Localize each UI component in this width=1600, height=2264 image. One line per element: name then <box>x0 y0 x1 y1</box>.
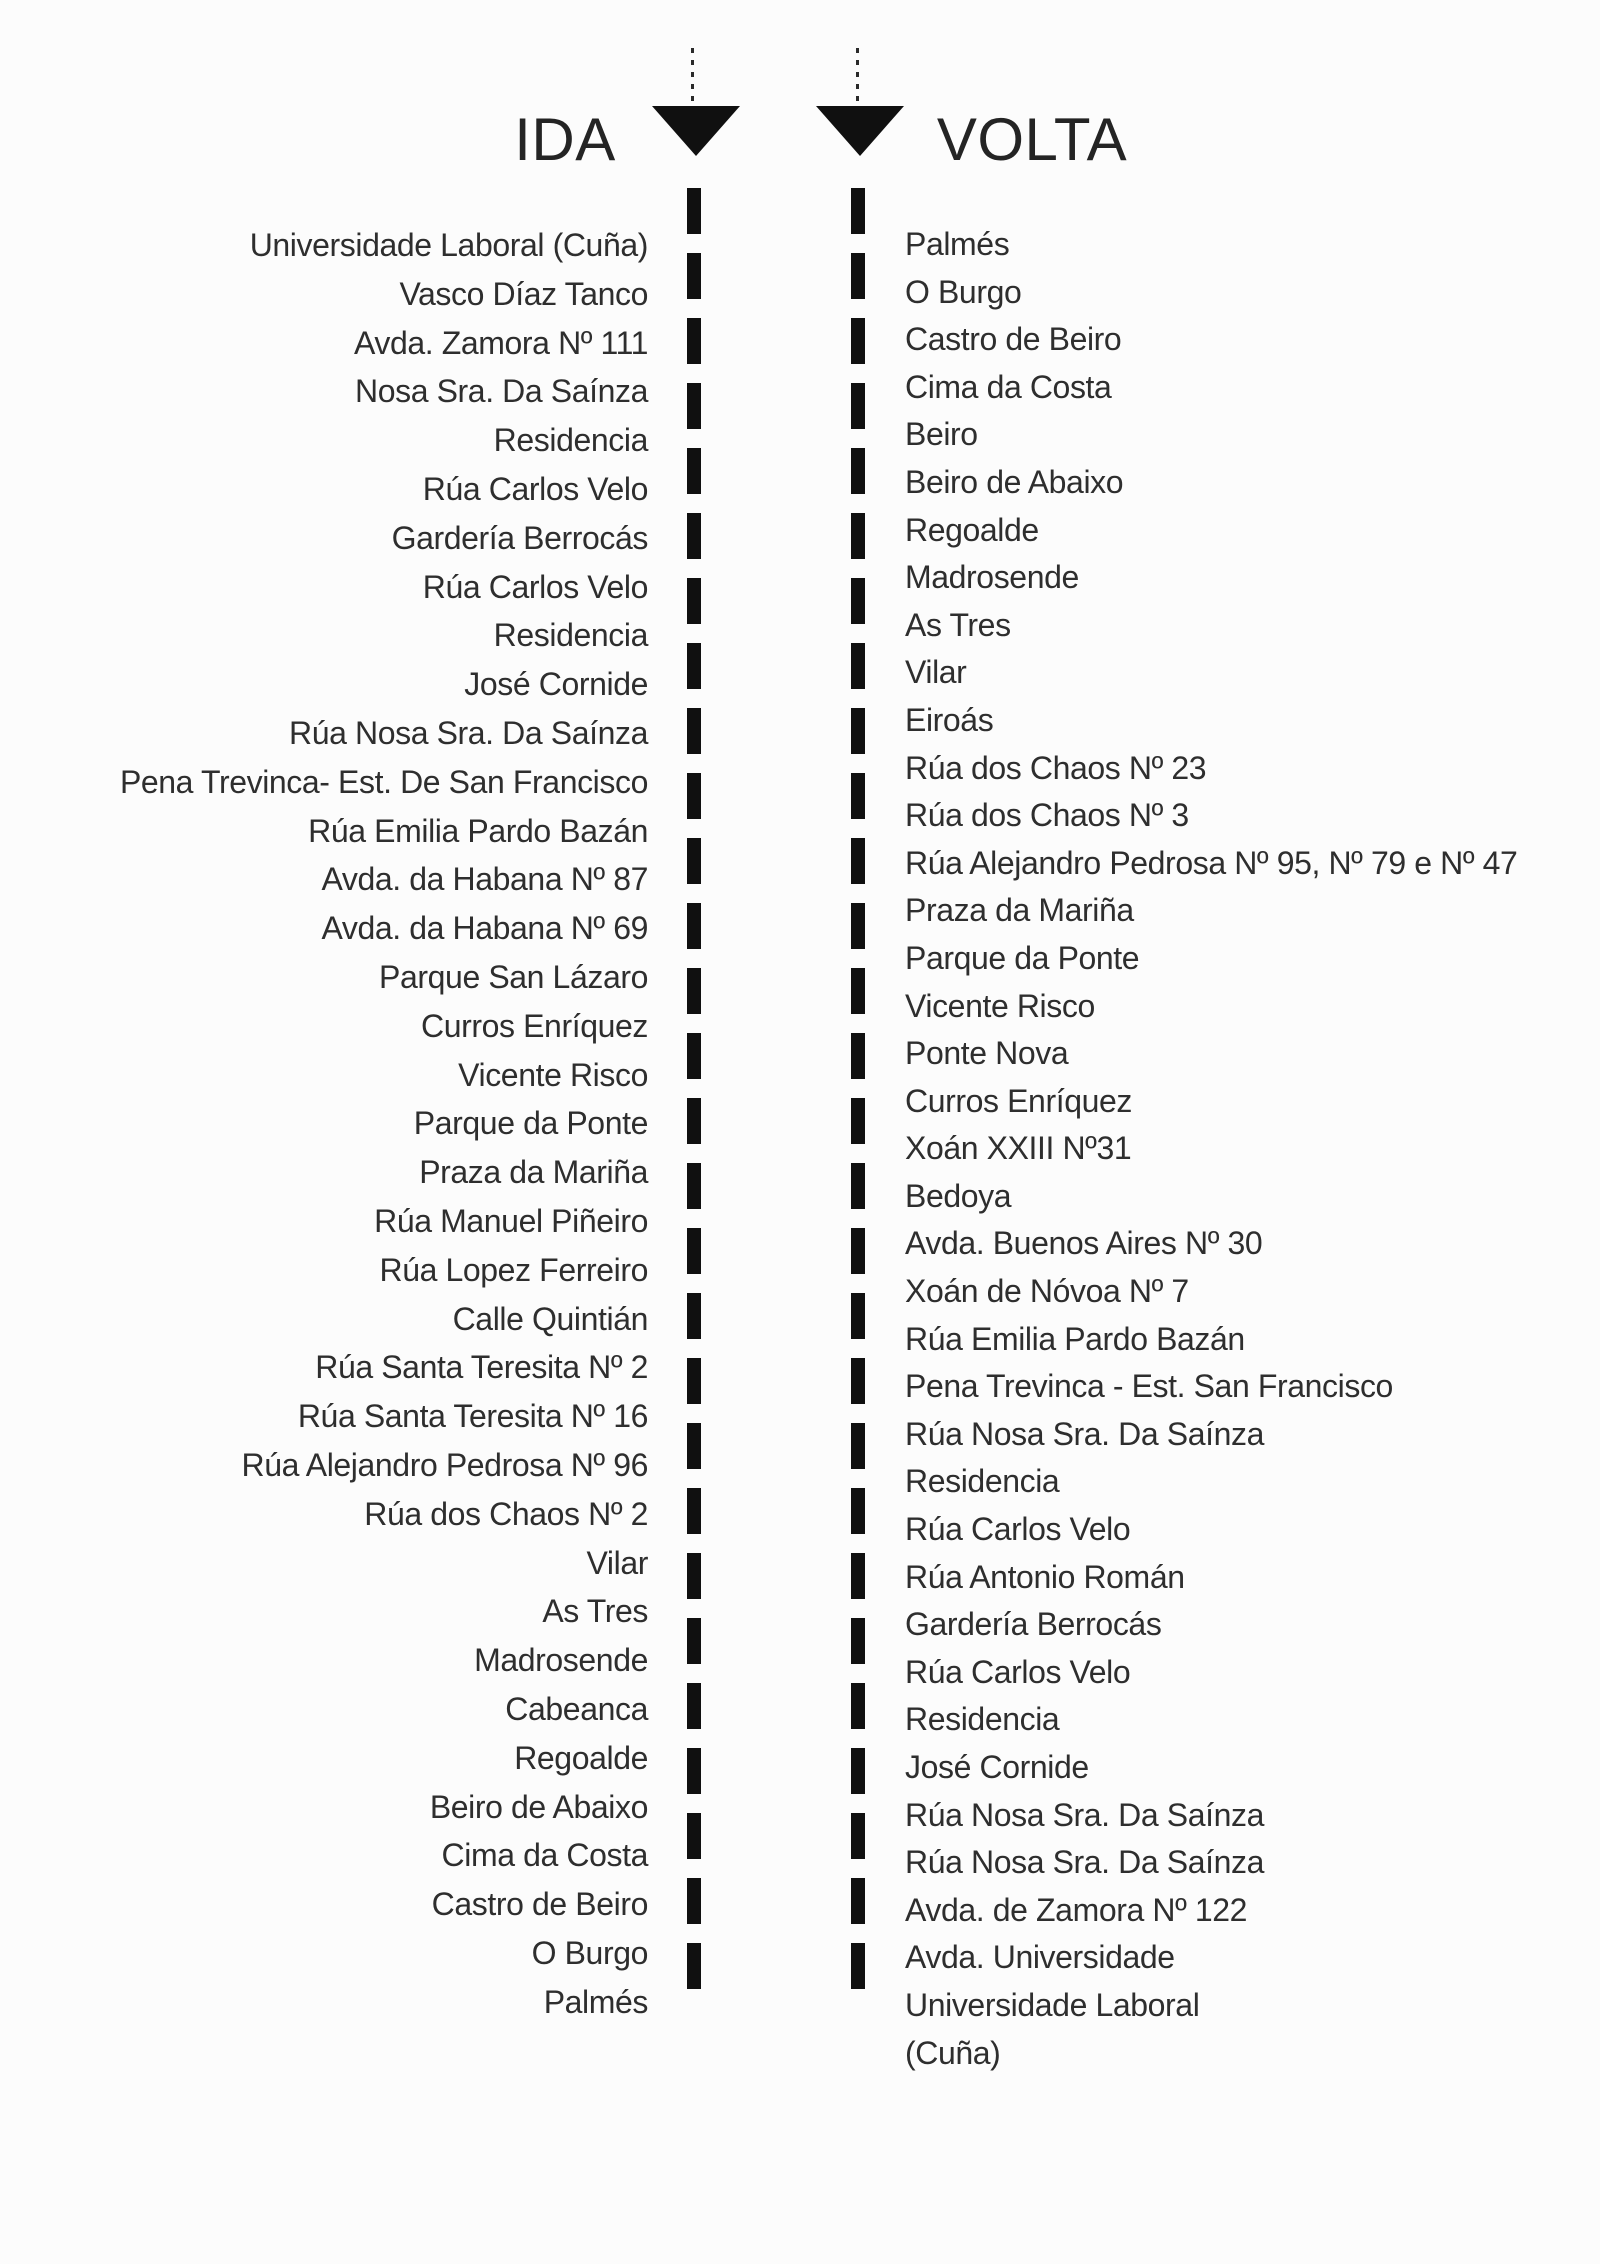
stop-label: Palmés <box>905 226 1010 262</box>
stop-label: Pena Trevinca - Est. San Francisco <box>905 1368 1393 1405</box>
stop-label: Curros Enríquez <box>905 1082 1132 1119</box>
stop-label: Regoalde <box>514 1739 648 1776</box>
stop-label: Rúa Carlos Velo <box>422 568 648 605</box>
stop-label: Rúa Emilia Pardo Bazán <box>905 1320 1245 1357</box>
stop-label: Castro de Beiro <box>905 321 1122 358</box>
stop-label: Vilar <box>586 1544 648 1581</box>
stop-label: Bedoya <box>905 1177 1012 1214</box>
stop-label: Rúa Alejandro Pedrosa Nº 95, Nº 79 e Nº 47 <box>905 844 1518 881</box>
stop-label: Rúa Manuel Piñeiro <box>374 1202 648 1239</box>
stop-label: Curros Enríquez <box>421 1007 648 1044</box>
stop-label: Nosa Sra. Da Saínza <box>355 373 648 410</box>
stop-label: Praza da Mariña <box>419 1154 648 1191</box>
stop-label: Residencia <box>905 1701 1060 1738</box>
stop-label: Madrosende <box>905 559 1079 596</box>
stop-label: Avda. Buenos Aires Nº 30 <box>905 1225 1263 1262</box>
stop-label: Rúa Antonio Román <box>905 1558 1185 1595</box>
stop-label: Rúa Carlos Velo <box>905 1511 1131 1548</box>
stop-label: Avda. da Habana Nº 69 <box>321 910 648 947</box>
volta-line-dotted-leader <box>856 48 859 102</box>
stop-label: Xoán XXIII Nº31 <box>905 1130 1132 1167</box>
ida-direction-arrow-icon <box>652 106 740 156</box>
stop-label: Calle Quintián <box>452 1300 648 1337</box>
stop-label: Residencia <box>493 617 648 654</box>
stop-label: Rúa Lopez Ferreiro <box>379 1251 648 1288</box>
stop-label: Cabeanca <box>505 1690 648 1727</box>
stop-label: Gardería Berrocás <box>391 519 648 556</box>
stop-label: Beiro de Abaixo <box>429 1788 648 1825</box>
stop-label: Vicente Risco <box>458 1056 648 1093</box>
volta-route-line <box>851 188 865 1990</box>
stop-label: Rúa Carlos Velo <box>905 1653 1131 1690</box>
stop-label: Gardería Berrocás <box>905 1606 1162 1643</box>
stop-label: José Cornide <box>464 666 648 703</box>
stop-label: Xoán de Nóvoa Nº 7 <box>905 1273 1189 1310</box>
ida-line-dotted-leader <box>691 48 694 102</box>
stop-label: Rúa Nosa Sra. Da Saínza <box>289 714 648 751</box>
stop-label: Rúa dos Chaos Nº 3 <box>905 797 1189 834</box>
stop-label: Ponte Nova <box>905 1035 1069 1072</box>
stop-label: Parque da Ponte <box>413 1105 648 1142</box>
stop-label: Vilar <box>905 654 967 691</box>
ida-route-line <box>687 188 701 1990</box>
stop-label: O Burgo <box>531 1934 648 1971</box>
stop-label: Rúa Nosa Sra. Da Saínza <box>905 1844 1264 1881</box>
stop-label: Rúa dos Chaos Nº 2 <box>364 1495 648 1532</box>
ida-stop-list <box>0 221 648 2026</box>
stop-label: As Tres <box>905 606 1011 643</box>
stop-label: Avda. de Zamora Nº 122 <box>905 1891 1248 1928</box>
stop-label: Eiroás <box>905 701 994 738</box>
volta-heading: VOLTA <box>936 106 1128 173</box>
stop-label: Vicente Risco <box>905 987 1095 1024</box>
stop-label: Rúa dos Chaos Nº 23 <box>905 749 1207 786</box>
stop-label: Castro de Beiro <box>431 1886 648 1923</box>
stop-label: José Cornide <box>905 1749 1089 1785</box>
stop-label: (Cuña) <box>905 2034 1001 2071</box>
stop-label: Praza da Mariña <box>905 892 1134 929</box>
stop-label: Cima da Costa <box>905 368 1112 405</box>
stop-label: Rúa Nosa Sra. Da Saínza <box>905 1415 1264 1452</box>
stop-label: Beiro <box>905 416 978 453</box>
stop-label: Rúa Santa Teresita Nº 16 <box>297 1398 648 1435</box>
stop-label: Palmés <box>543 1983 648 2020</box>
stop-label: Parque da Ponte <box>905 939 1140 976</box>
stop-label: Regoalde <box>905 511 1039 548</box>
stop-label: Universidade Laboral <box>905 1986 1200 2023</box>
stop-label: Beiro de Abaixo <box>905 463 1124 500</box>
stop-label: Vasco Díaz Tanco <box>399 275 648 312</box>
stop-label: Cima da Costa <box>441 1837 648 1874</box>
ida-heading: IDA <box>514 106 616 173</box>
stop-label: Avda. Zamora Nº 111 <box>353 324 648 361</box>
stop-label: Avda. da Habana Nº 87 <box>321 861 648 898</box>
volta-stop-list <box>905 221 1525 2077</box>
volta-direction-arrow-icon <box>816 106 904 156</box>
stop-label: Rúa Alejandro Pedrosa Nº 96 <box>241 1446 648 1483</box>
stop-label: As Tres <box>542 1593 648 1630</box>
stop-label: Rúa Carlos Velo <box>422 470 648 507</box>
stop-label: Pena Trevinca- Est. De San Francisco <box>119 763 648 800</box>
stop-label: Residencia <box>905 1463 1060 1500</box>
stop-label: Avda. Universidade <box>905 1939 1175 1976</box>
stop-label: Madrosende <box>474 1642 648 1679</box>
stop-label: Parque San Lázaro <box>379 958 648 995</box>
stop-label: Rúa Santa Teresita Nº 2 <box>315 1349 648 1386</box>
stop-label: Universidade Laboral (Cuña) <box>249 227 648 263</box>
stop-label: O Burgo <box>905 273 1022 310</box>
stop-label: Rúa Emilia Pardo Bazán <box>308 812 648 849</box>
stop-label: Rúa Nosa Sra. Da Saínza <box>905 1796 1264 1833</box>
stop-label: Residencia <box>493 422 648 459</box>
